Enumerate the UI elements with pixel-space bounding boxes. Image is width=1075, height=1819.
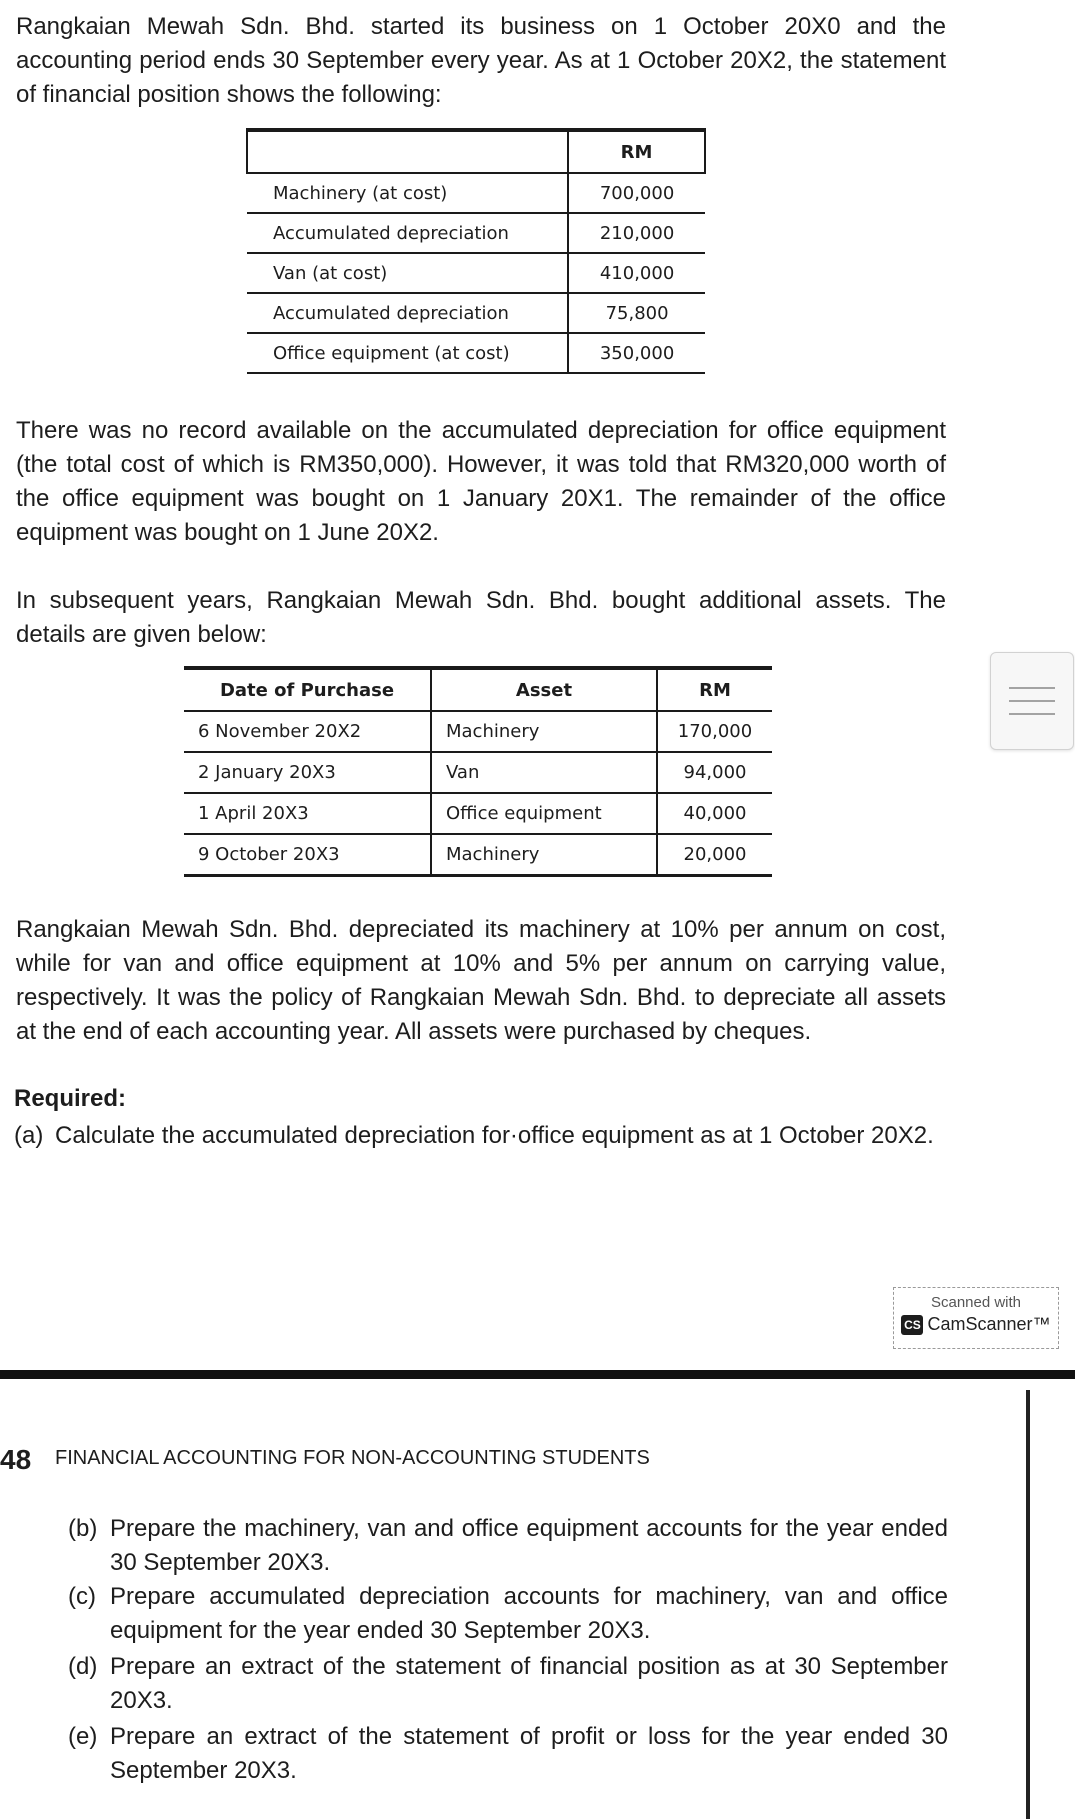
- question-letter: (b): [68, 1515, 98, 1542]
- purchase-amount: 20,000: [657, 834, 772, 876]
- question-letter: (d): [68, 1653, 98, 1680]
- question-text: Prepare the machinery, van and office equipment accounts for the year ended 30 September 20X3.: [110, 1515, 948, 1576]
- camscanner-badge: [893, 1287, 1059, 1349]
- question-b: [68, 1512, 948, 1580]
- office-equipment-paragraph: There was no record available on the accumulated depreciation for office equipment (the total cost of which is RM350,000). However, it was told that RM320,000 worth of the office equipment was bought on 1 January 20X1. The remainder of the office equipment was bought on 1 June 20X2.: [16, 417, 946, 546]
- row-value: 210,000: [568, 213, 705, 253]
- scanned-with-text: Scanned with: [930, 1294, 1022, 1311]
- row-label: Van (at cost): [247, 253, 568, 293]
- row-value: 75,800: [568, 293, 705, 333]
- question-text: Prepare an extract of the statement of profit or loss for the year ended 30 September 20X3.: [110, 1723, 948, 1784]
- row-label: Machinery (at cost): [247, 173, 568, 213]
- row-label: Office equipment (at cost): [247, 333, 568, 373]
- row-label: Accumulated depreciation: [247, 293, 568, 333]
- blank-header-cell: [247, 130, 568, 173]
- table-row: [184, 752, 772, 793]
- row-value: 350,000: [568, 333, 705, 373]
- question-text: Prepare accumulated depreciation accounts for machinery, van and office equipment for the year ended 30 September 20X3.: [110, 1583, 948, 1644]
- row-label: Accumulated depreciation: [247, 213, 568, 253]
- question-text: Prepare an extract of the statement of financial position as at 30 September 20X3.: [110, 1653, 948, 1714]
- asset-header: Asset: [431, 668, 657, 711]
- purchase-amount: 40,000: [657, 793, 772, 834]
- table-header-row: [184, 668, 772, 711]
- purchase-date: 6 November 20X2: [184, 711, 431, 752]
- page-divider: [0, 1370, 1075, 1379]
- running-head: FINANCIAL ACCOUNTING FOR NON-ACCOUNTING STUDENTS: [55, 1447, 650, 1469]
- table-row: [247, 293, 705, 333]
- camscanner-brand: [894, 1314, 1058, 1335]
- table-row: [184, 793, 772, 834]
- purchase-amount: 94,000: [657, 752, 772, 793]
- required-heading: Required:: [14, 1085, 127, 1112]
- purchase-date: 1 April 20X3: [184, 793, 431, 834]
- purchase-amount: 170,000: [657, 711, 772, 752]
- subsequent-purchases-paragraph: In subsequent years, Rangkaian Mewah Sdn. Bhd. bought additional assets. The details are given below:: [16, 587, 946, 648]
- scroll-handle[interactable]: [990, 652, 1074, 750]
- row-value: 410,000: [568, 253, 705, 293]
- page-number: 48: [0, 1444, 32, 1475]
- question-letter: (a): [14, 1122, 44, 1149]
- question-letter: (c): [68, 1583, 96, 1610]
- purchase-asset: Machinery: [431, 711, 657, 752]
- question-d: [68, 1650, 948, 1718]
- purchase-date: 2 January 20X3: [184, 752, 431, 793]
- purchases-table: [184, 666, 772, 877]
- grip-line-icon: [1009, 687, 1055, 689]
- purchase-date: 9 October 20X3: [184, 834, 431, 876]
- question-c: [68, 1580, 948, 1648]
- table-row: [247, 333, 705, 373]
- table-header-row: [247, 130, 705, 173]
- depreciation-policy-paragraph: Rangkaian Mewah Sdn. Bhd. depreciated its machinery at 10% per annum on cost, while for van and office equipment at 10% and 5% per annum on carrying value, respectively. It was the policy of Rangkaian Mewah Sdn. Bhd. to depreciate all assets at the end of each accounting year. All assets were purchased by cheques.: [16, 916, 946, 1045]
- purchase-asset: Office equipment: [431, 793, 657, 834]
- grip-line-icon: [1009, 713, 1055, 715]
- table-row: [247, 253, 705, 293]
- brand-name: CamScanner™: [927, 1314, 1051, 1334]
- table-row: [247, 213, 705, 253]
- question-text: Calculate the accumulated depreciation for·office equipment as at 1 October 20X2.: [55, 1122, 934, 1149]
- row-value: 700,000: [568, 173, 705, 213]
- date-header: Date of Purchase: [184, 668, 431, 711]
- question-letter: (e): [68, 1723, 98, 1750]
- financial-position-table: [246, 128, 706, 374]
- intro-paragraph: Rangkaian Mewah Sdn. Bhd. started its business on 1 October 20X0 and the accounting period ends 30 September every year. As at 1 October 20X2, the statement of financial position shows the following:: [16, 13, 946, 108]
- question-e: [68, 1720, 948, 1788]
- rm-header: RM: [657, 668, 772, 711]
- camscanner-logo-icon: CS: [901, 1315, 923, 1335]
- grip-line-icon: [1009, 700, 1055, 702]
- binding-edge-line: [1026, 1390, 1030, 1819]
- purchase-asset: Van: [431, 752, 657, 793]
- rm-header: RM: [568, 130, 705, 173]
- table-row: [247, 173, 705, 213]
- question-a: [14, 1119, 950, 1153]
- table-row: [184, 834, 772, 876]
- table-row: [184, 711, 772, 752]
- purchase-asset: Machinery: [431, 834, 657, 876]
